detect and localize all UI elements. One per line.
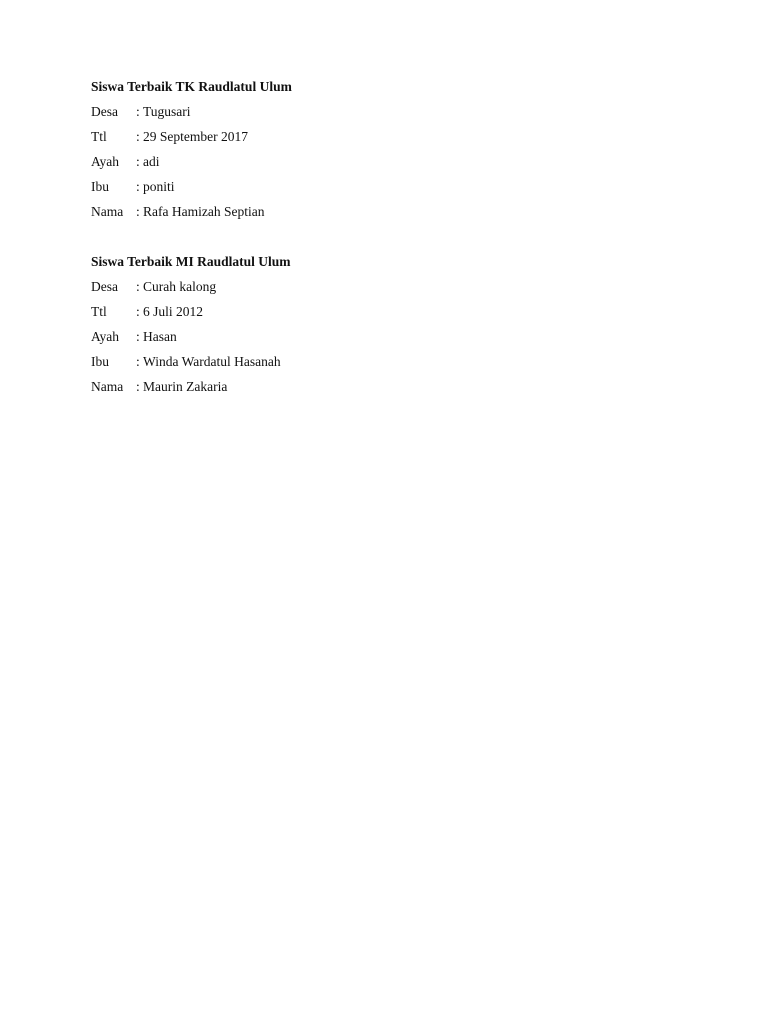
section-title: Siswa Terbaik MI Raudlatul Ulum bbox=[91, 254, 291, 269]
field-separator: : bbox=[136, 379, 140, 394]
field-row-ibu bbox=[91, 353, 291, 378]
field-label: Ibu bbox=[91, 179, 109, 194]
field-label: Desa bbox=[91, 279, 118, 294]
field-row-nama bbox=[91, 378, 291, 403]
field-separator: : bbox=[136, 204, 140, 219]
field-value: Tugusari bbox=[143, 104, 191, 119]
field-label: Nama bbox=[91, 204, 124, 219]
field-row-desa bbox=[91, 103, 292, 128]
field-row-nama bbox=[91, 203, 292, 228]
field-value: Winda Wardatul Hasanah bbox=[143, 354, 281, 369]
field-row-ayah bbox=[91, 153, 292, 178]
field-separator: : bbox=[136, 179, 140, 194]
field-separator: : bbox=[136, 129, 140, 144]
field-separator: : bbox=[136, 329, 140, 344]
field-label: Ayah bbox=[91, 154, 120, 169]
field-label: Desa bbox=[91, 104, 118, 119]
field-label: Ttl bbox=[91, 304, 107, 319]
field-label: Ayah bbox=[91, 329, 120, 344]
field-row-ibu bbox=[91, 178, 292, 203]
field-separator: : bbox=[136, 154, 140, 169]
field-row-ttl bbox=[91, 303, 291, 328]
field-label: Ibu bbox=[91, 354, 109, 369]
field-value: adi bbox=[143, 154, 160, 169]
field-value: Rafa Hamizah Septian bbox=[143, 204, 265, 219]
field-separator: : bbox=[136, 354, 140, 369]
field-row-ttl bbox=[91, 128, 292, 153]
field-separator: : bbox=[136, 104, 140, 119]
field-value: poniti bbox=[143, 179, 175, 194]
field-separator: : bbox=[136, 304, 140, 319]
field-value: Maurin Zakaria bbox=[143, 379, 228, 394]
section-tk bbox=[91, 78, 292, 228]
field-value: Curah kalong bbox=[143, 279, 217, 294]
field-label: Nama bbox=[91, 379, 124, 394]
field-value: 6 Juli 2012 bbox=[143, 304, 204, 319]
field-row-desa bbox=[91, 278, 291, 303]
section-title: Siswa Terbaik TK Raudlatul Ulum bbox=[91, 79, 292, 94]
section-mi bbox=[91, 253, 291, 403]
field-separator: : bbox=[136, 279, 140, 294]
field-value: 29 September 2017 bbox=[143, 129, 248, 144]
field-value: Hasan bbox=[143, 329, 177, 344]
field-row-ayah bbox=[91, 328, 291, 353]
field-label: Ttl bbox=[91, 129, 107, 144]
